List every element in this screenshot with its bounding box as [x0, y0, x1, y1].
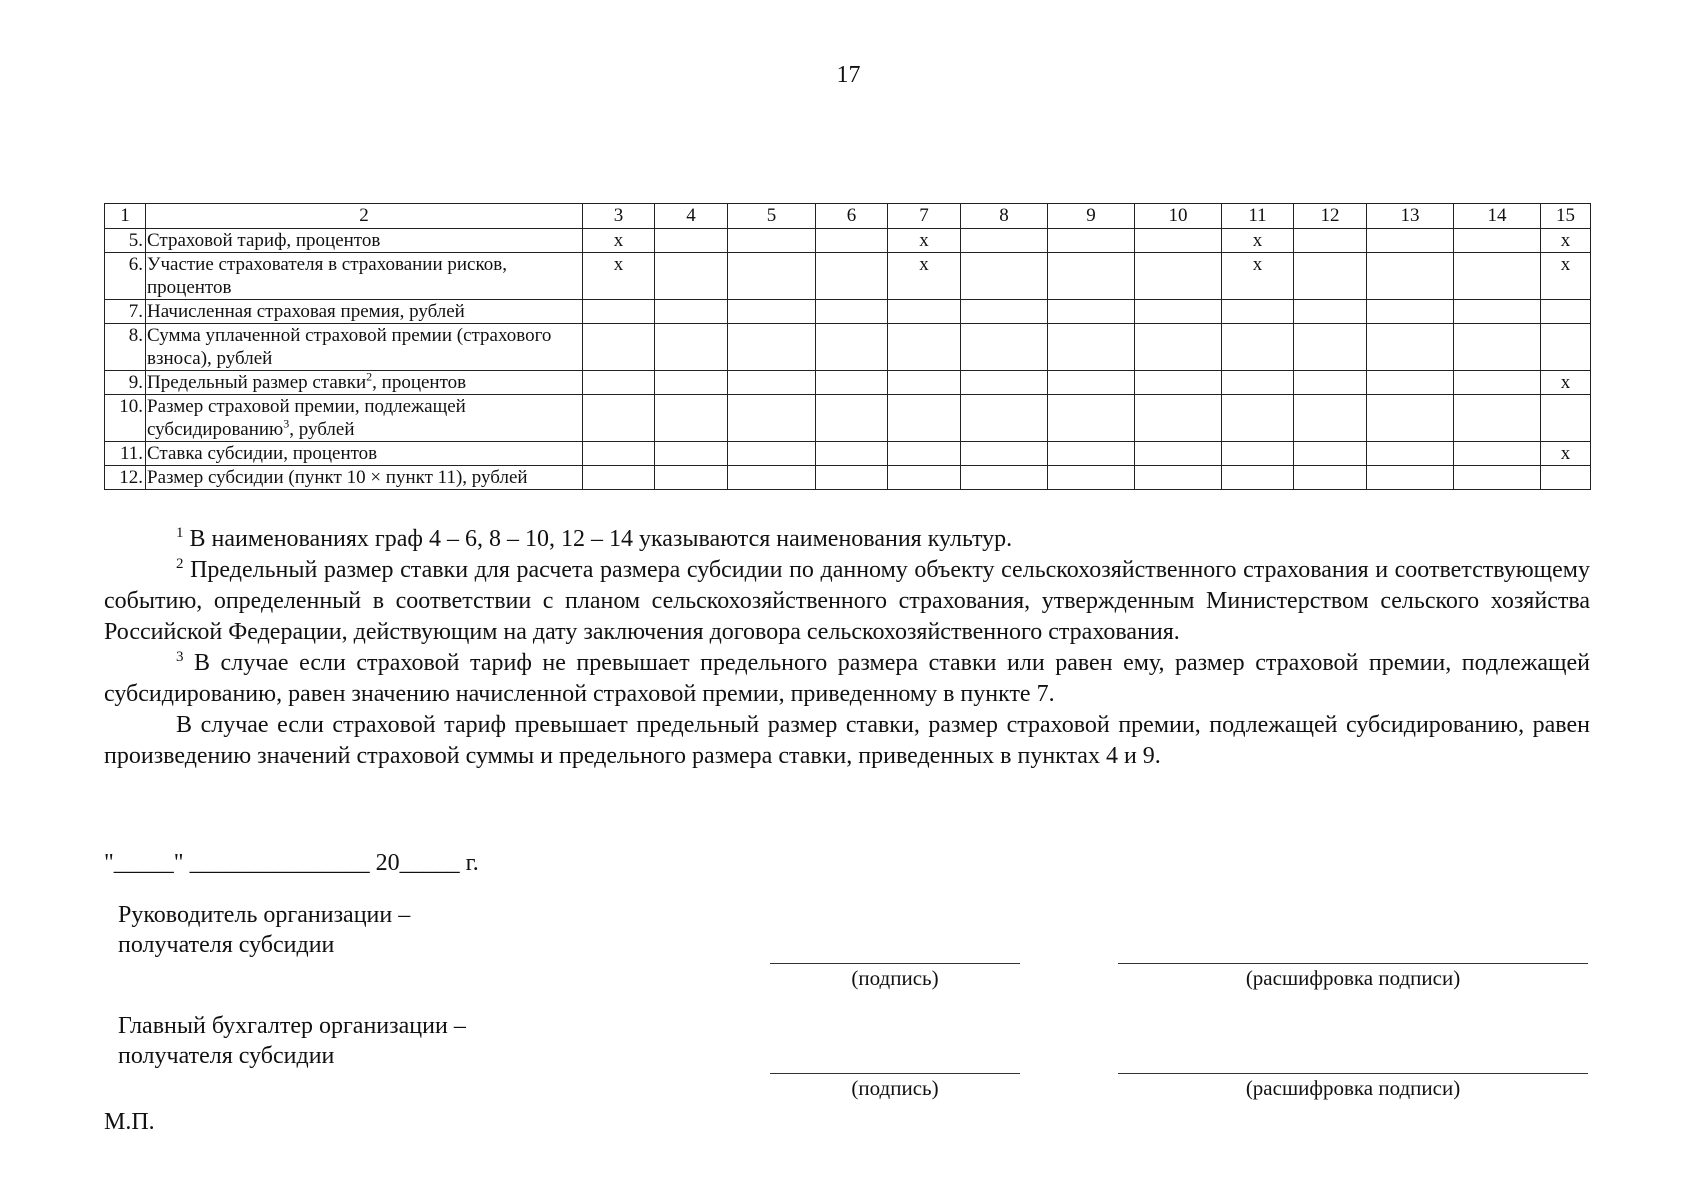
table-cell — [816, 229, 888, 253]
table-cell — [655, 229, 728, 253]
table-cell — [1294, 442, 1367, 466]
table-header-row — [105, 204, 1591, 229]
header-cell: 11 — [1222, 204, 1294, 229]
decode-line-accountant — [1118, 1073, 1588, 1074]
table-cell — [1135, 395, 1222, 442]
table-cell — [1367, 229, 1454, 253]
table-cell — [1454, 371, 1541, 395]
table-cell — [728, 229, 816, 253]
footnote-paragraph — [104, 524, 1590, 555]
footnote-mark: 2 — [176, 556, 184, 572]
table-cell — [1048, 324, 1135, 371]
signature-caption-accountant: (подпись) — [851, 1076, 939, 1100]
table-cell — [1048, 395, 1135, 442]
row-number: 8. — [105, 324, 146, 371]
table-cell — [728, 300, 816, 324]
table-cell — [888, 300, 961, 324]
table-cell — [655, 442, 728, 466]
table-cell — [728, 466, 816, 490]
table-cell — [1454, 442, 1541, 466]
table-cell — [816, 395, 888, 442]
table-cell — [583, 466, 655, 490]
table-cell — [1135, 300, 1222, 324]
row-label-text: Участие страхователя в страховании рисков, процентов — [147, 254, 507, 298]
table-cell: х — [1541, 253, 1591, 300]
table-cell — [961, 466, 1048, 490]
row-label-text: Предельный размер ставки — [147, 372, 367, 393]
table-cell — [1294, 466, 1367, 490]
table-cell — [1454, 253, 1541, 300]
footnote-marker: 2 — [366, 370, 373, 384]
table-cell — [1454, 300, 1541, 324]
insurance-table — [104, 203, 1591, 490]
table-cell — [816, 253, 888, 300]
table-cell — [728, 395, 816, 442]
table-cell — [961, 253, 1048, 300]
table-row — [105, 324, 1591, 371]
table-cell — [655, 324, 728, 371]
row-label — [146, 371, 583, 395]
table-cell — [655, 253, 728, 300]
signature-line-head — [770, 963, 1020, 964]
row-label — [146, 395, 583, 442]
signature-title-head — [118, 900, 410, 960]
header-cell: 14 — [1454, 204, 1541, 229]
table-cell — [1294, 300, 1367, 324]
table-cell — [1454, 466, 1541, 490]
footnote-paragraph — [104, 710, 1590, 772]
table-row — [105, 229, 1591, 253]
header-cell: 2 — [146, 204, 583, 229]
table-cell — [1294, 324, 1367, 371]
header-cell: 1 — [105, 204, 146, 229]
table-cell — [728, 324, 816, 371]
table-cell — [961, 442, 1048, 466]
row-number: 10. — [105, 395, 146, 442]
signature-title-accountant — [118, 1011, 466, 1071]
table-cell — [888, 395, 961, 442]
table-cell — [1135, 324, 1222, 371]
table-cell — [1367, 300, 1454, 324]
header-cell: 15 — [1541, 204, 1591, 229]
table-cell — [1541, 395, 1591, 442]
table-cell — [1135, 442, 1222, 466]
table-cell — [961, 324, 1048, 371]
row-label-text: Сумма уплаченной страховой премии (страхового взноса), рублей — [147, 325, 552, 369]
table-cell: х — [1541, 229, 1591, 253]
table-cell — [888, 442, 961, 466]
table-cell — [1222, 300, 1294, 324]
table-cell — [1135, 371, 1222, 395]
table-cell — [1222, 395, 1294, 442]
signature-line-accountant — [770, 1073, 1020, 1074]
table-cell — [1541, 300, 1591, 324]
table-cell — [728, 442, 816, 466]
header-cell: 7 — [888, 204, 961, 229]
table-cell — [655, 466, 728, 490]
table-cell — [655, 371, 728, 395]
signature-title-line2: получателя субсидии — [118, 932, 335, 958]
table-cell — [961, 229, 1048, 253]
footnote-text: В наименованиях граф 4 – 6, 8 – 10, 12 – 14 указываются наименования культур. — [183, 526, 1013, 552]
table-cell — [1135, 229, 1222, 253]
table-cell — [1048, 253, 1135, 300]
row-label — [146, 300, 583, 324]
table-cell — [816, 466, 888, 490]
table-cell — [1294, 371, 1367, 395]
header-cell: 9 — [1048, 204, 1135, 229]
row-label — [146, 229, 583, 253]
table-cell: х — [583, 253, 655, 300]
table-cell — [728, 371, 816, 395]
table-cell — [1367, 395, 1454, 442]
header-cell: 10 — [1135, 204, 1222, 229]
table-cell — [1048, 466, 1135, 490]
table-cell — [961, 371, 1048, 395]
row-number: 5. — [105, 229, 146, 253]
table-cell — [583, 324, 655, 371]
table-cell — [816, 300, 888, 324]
row-label — [146, 253, 583, 300]
row-number: 7. — [105, 300, 146, 324]
table-row — [105, 442, 1591, 466]
signature-title-line1: Руководитель организации – — [118, 902, 411, 928]
row-label-text: Размер страховой премии, подлежащей субсидированию — [147, 396, 466, 440]
footnote-paragraph — [104, 555, 1590, 648]
table-cell — [1367, 324, 1454, 371]
table-cell — [1135, 466, 1222, 490]
table-row — [105, 253, 1591, 300]
table-cell — [1367, 371, 1454, 395]
footnote-text: В случае если страховой тариф не превышает предельного размера ставки или равен ему, размер страховой премии, подлежащей субсидированию, равен значению начисленной страховой премии, приведенному в пункте 7. — [104, 650, 1590, 707]
date-line: "_____" _______________ 20_____ г. — [104, 850, 479, 876]
table-cell — [1541, 324, 1591, 371]
footnote-paragraph — [104, 648, 1590, 710]
header-cell: 8 — [961, 204, 1048, 229]
table-cell — [888, 466, 961, 490]
decode-caption-head: (расшифровка подписи) — [1245, 966, 1461, 990]
row-label — [146, 466, 583, 490]
table-cell — [888, 324, 961, 371]
decode-line-head — [1118, 963, 1588, 964]
table-cell: х — [888, 253, 961, 300]
table-cell — [1048, 300, 1135, 324]
row-label-suffix: , процентов — [372, 372, 467, 393]
footnote-marker: 3 — [283, 416, 290, 431]
table-cell — [1048, 442, 1135, 466]
table-cell: х — [1541, 371, 1591, 395]
header-cell: 5 — [728, 204, 816, 229]
stamp-label: М.П. — [104, 1109, 155, 1135]
row-number: 12. — [105, 466, 146, 490]
header-cell: 3 — [583, 204, 655, 229]
table-cell — [1222, 371, 1294, 395]
table-row — [105, 395, 1591, 442]
table-cell — [1222, 466, 1294, 490]
table-cell — [1294, 229, 1367, 253]
row-number: 6. — [105, 253, 146, 300]
table-cell — [655, 395, 728, 442]
page-number: 17 — [836, 62, 861, 88]
table-cell — [1454, 324, 1541, 371]
table-cell — [1048, 371, 1135, 395]
row-label — [146, 442, 583, 466]
table-cell: х — [1541, 442, 1591, 466]
table-cell — [583, 371, 655, 395]
table-cell — [1048, 229, 1135, 253]
table-row — [105, 371, 1591, 395]
table-cell: х — [1222, 229, 1294, 253]
table-cell — [888, 371, 961, 395]
row-label-text: Начисленная страховая премия, рублей — [147, 301, 465, 322]
row-label-text: Размер субсидии (пункт 10 × пункт 11), рублей — [147, 467, 528, 488]
header-cell: 13 — [1367, 204, 1454, 229]
signature-caption-head: (подпись) — [851, 966, 939, 990]
row-number: 9. — [105, 371, 146, 395]
header-cell: 12 — [1294, 204, 1367, 229]
table-cell — [961, 300, 1048, 324]
table-cell: х — [1222, 253, 1294, 300]
header-cell: 6 — [816, 204, 888, 229]
footnotes — [104, 524, 1590, 772]
table-cell — [816, 442, 888, 466]
footnote-mark: 3 — [176, 649, 184, 665]
footnote-text: Предельный размер ставки для расчета размера субсидии по данному объекту сельскохозяйственного страхования и соответствующему событию, определенный в соответствии с планом сельскохозяйственного страхования, утвержденным Министерством сельского хозяйства Российской Федерации, действующим на дату заключения договора сельскохозяйственного страхования. — [104, 557, 1590, 645]
table-cell — [1454, 229, 1541, 253]
table-cell — [961, 395, 1048, 442]
header-cell: 4 — [655, 204, 728, 229]
table-cell — [583, 300, 655, 324]
table-cell — [583, 442, 655, 466]
table-cell — [1367, 466, 1454, 490]
decode-caption-accountant: (расшифровка подписи) — [1245, 1076, 1461, 1100]
table-cell — [1294, 395, 1367, 442]
table-cell: х — [888, 229, 961, 253]
table-cell — [655, 300, 728, 324]
footnote-text: В случае если страховой тариф превышает предельный размер ставки, размер страховой премии, подлежащей субсидированию, равен произведению значений страховой суммы и предельного размера ставки, приведенных в пунктах 4 и 9. — [104, 712, 1590, 769]
table-row — [105, 300, 1591, 324]
table-cell: х — [583, 229, 655, 253]
table-row — [105, 466, 1591, 490]
row-number: 11. — [105, 442, 146, 466]
table-cell — [1541, 466, 1591, 490]
row-label-text: Ставка субсидии, процентов — [147, 443, 378, 464]
signature-title-line2: получателя субсидии — [118, 1043, 335, 1069]
table-cell — [583, 395, 655, 442]
row-label-suffix: , рублей — [289, 419, 355, 440]
table-cell — [728, 253, 816, 300]
table-cell — [816, 324, 888, 371]
table-cell — [1367, 253, 1454, 300]
row-label-text: Страховой тариф, процентов — [147, 230, 381, 251]
row-label — [146, 324, 583, 371]
table-cell — [816, 371, 888, 395]
table-cell — [1222, 442, 1294, 466]
table-cell — [1294, 253, 1367, 300]
table-cell — [1222, 324, 1294, 371]
signature-title-line1: Главный бухгалтер организации – — [118, 1013, 466, 1039]
footnote-mark: 1 — [176, 525, 184, 541]
table-cell — [1135, 253, 1222, 300]
table-cell — [1454, 395, 1541, 442]
table-cell — [1367, 442, 1454, 466]
